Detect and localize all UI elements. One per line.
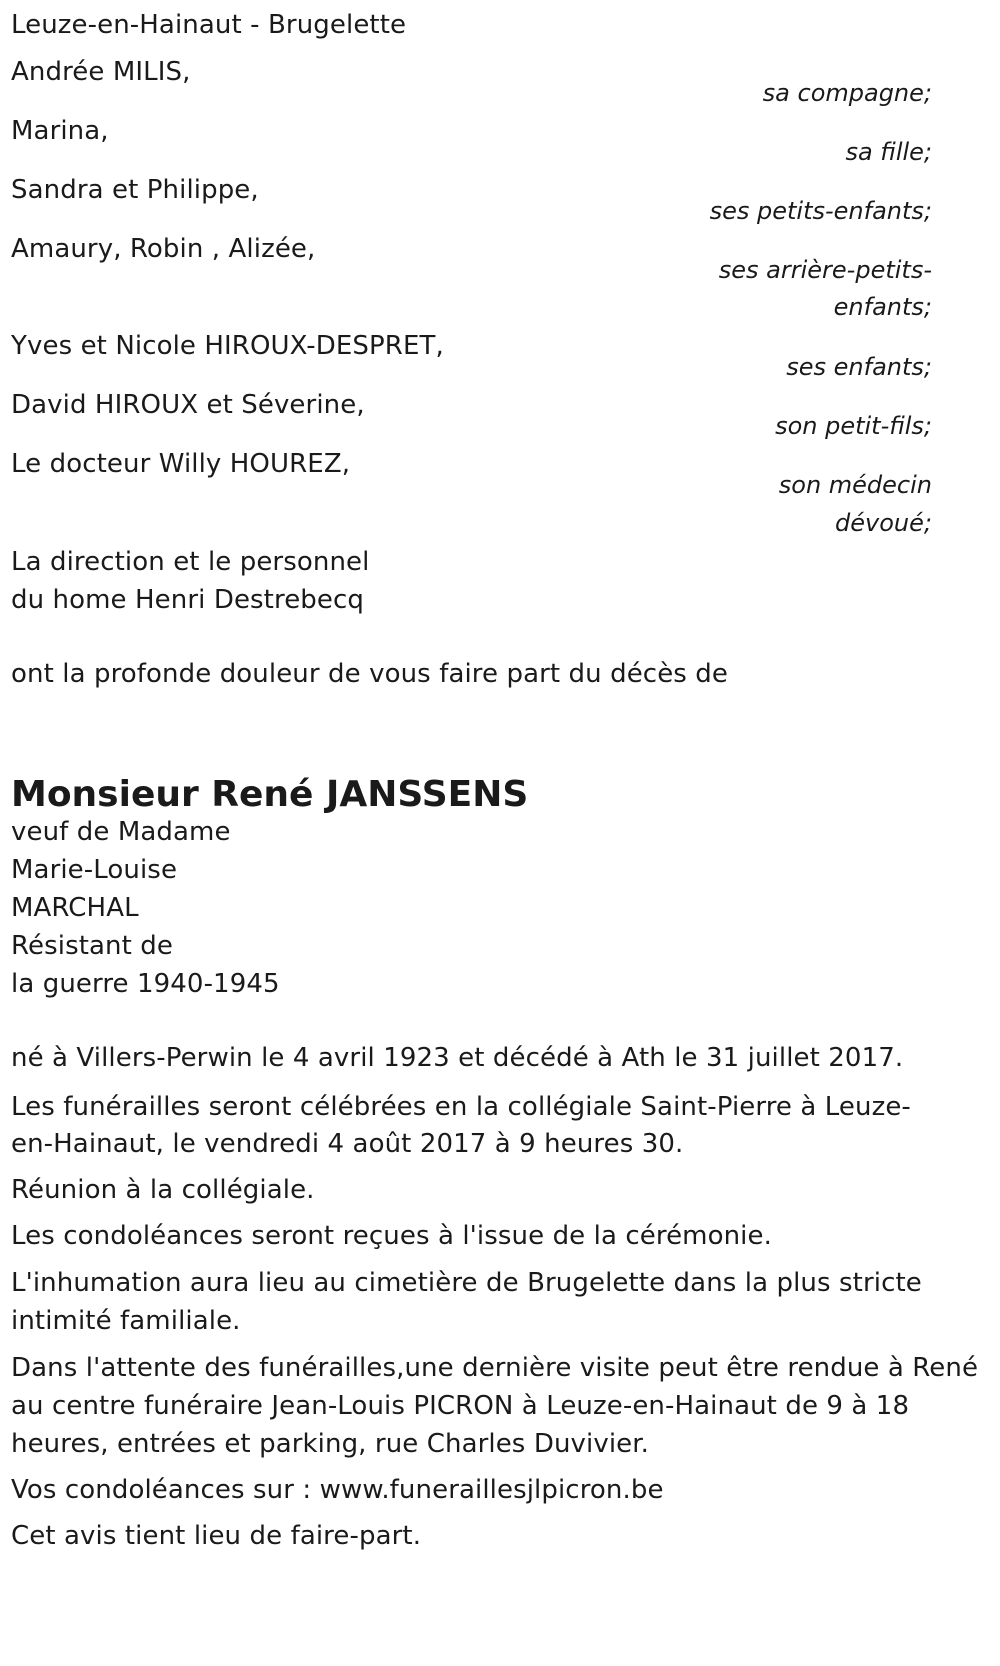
funeral-line-1: Les funérailles seront célébrées en la collégiale Saint-Pierre à Leuze- <box>11 1092 911 1122</box>
family-relation-4a: ses arrière-petits- <box>718 256 932 284</box>
detail-line-4: Résistant de <box>11 931 173 961</box>
deceased-name: Monsieur René JANSSENS <box>11 774 529 815</box>
detail-line-2: Marie-Louise <box>11 855 178 885</box>
header-location: Leuze-en-Hainaut - Brugelette <box>11 10 407 40</box>
family-relation-2: sa fille; <box>845 138 932 166</box>
family-name-5: Yves et Nicole HIROUX-DESPRET, <box>11 331 444 361</box>
notice-text: Cet avis tient lieu de faire-part. <box>11 1521 422 1551</box>
family-relation-4b: enfants; <box>833 293 932 321</box>
birth-death-text: né à Villers-Perwin le 4 avril 1923 et décédé à Ath le 31 juillet 2017. <box>11 1043 904 1073</box>
family-relation-7b: dévoué; <box>835 509 932 537</box>
family-relation-1: sa compagne; <box>762 79 932 107</box>
staff-line-1: La direction et le personnel <box>11 547 370 577</box>
funeral-line-2: en-Hainaut, le vendredi 4 août 2017 à 9 heures 30. <box>11 1129 684 1159</box>
detail-line-3: MARCHAL <box>11 893 139 923</box>
online-condolences-text: Vos condoléances sur : www.funeraillesjlpicron.be <box>11 1475 664 1505</box>
condolences-received-text: Les condoléances seront reçues à l'issue de la cérémonie. <box>11 1221 772 1251</box>
family-relation-5: ses enfants; <box>786 353 932 381</box>
family-name-2: Marina, <box>11 116 109 146</box>
staff-line-2: du home Henri Destrebecq <box>11 585 364 615</box>
burial-line-1: L'inhumation aura lieu au cimetière de Brugelette dans la plus stricte <box>11 1268 922 1298</box>
family-name-1: Andrée MILIS, <box>11 57 191 87</box>
family-relation-7a: son médecin <box>778 471 932 499</box>
announcement-text: ont la profonde douleur de vous faire part du décès de <box>11 659 729 689</box>
family-relation-6: son petit-fils; <box>775 412 932 440</box>
meeting-text: Réunion à la collégiale. <box>11 1175 315 1205</box>
detail-line-5: la guerre 1940-1945 <box>11 969 280 999</box>
visit-line-1: Dans l'attente des funérailles,une dernière visite peut être rendue à René <box>11 1353 979 1383</box>
visit-line-3: heures, entrées et parking, rue Charles Duvivier. <box>11 1429 650 1459</box>
family-name-6: David HIROUX et Séverine, <box>11 390 365 420</box>
visit-line-2: au centre funéraire Jean-Louis PICRON à Leuze-en-Hainaut de 9 à 18 <box>11 1391 910 1421</box>
detail-line-1: veuf de Madame <box>11 817 231 847</box>
burial-line-2: intimité familiale. <box>11 1306 241 1336</box>
family-name-3: Sandra et Philippe, <box>11 175 259 205</box>
family-relation-3: ses petits-enfants; <box>709 197 932 225</box>
family-name-7: Le docteur Willy HOUREZ, <box>11 449 351 479</box>
family-name-4: Amaury, Robin , Alizée, <box>11 234 316 264</box>
